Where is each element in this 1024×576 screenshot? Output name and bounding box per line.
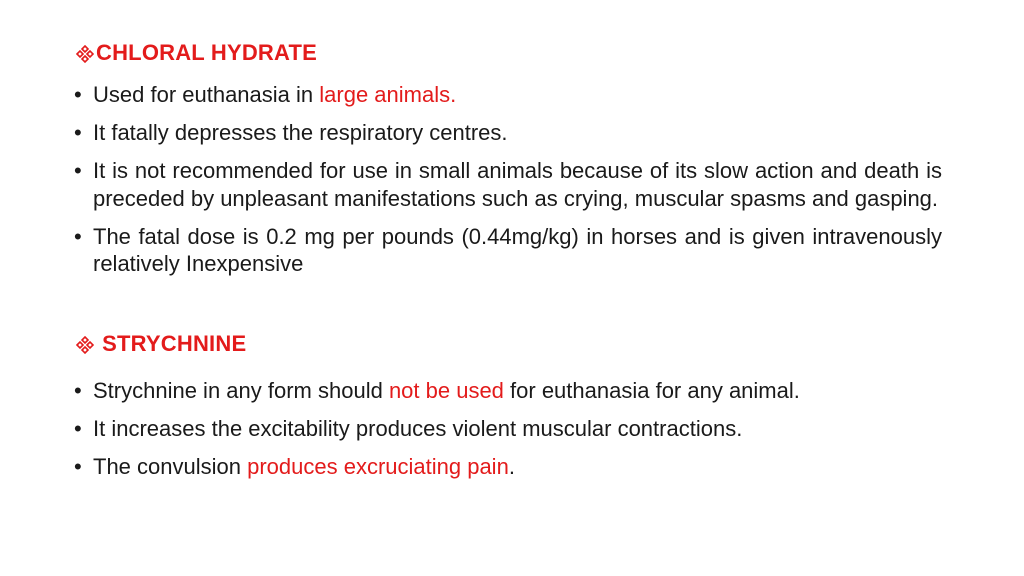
section-heading-text: CHLORAL HYDRATE — [96, 40, 317, 65]
bullet-marker: • — [74, 454, 82, 479]
section-heading-strychnine — [76, 331, 246, 357]
bullet-marker: • — [74, 82, 82, 107]
bullet-marker: • — [74, 223, 82, 249]
bullet-marker: • — [74, 120, 82, 145]
bullet-text: The convulsion — [93, 454, 248, 479]
bullet-text: It is not recommended for use in small animals because of its slow action and death is preceded by unpleasant manifestations such as crying, muscular spasms and gasping. — [93, 158, 942, 211]
list-item — [74, 157, 942, 212]
bullet-text: Strychnine in any form should — [93, 378, 389, 403]
bullet-list-chloral-hydrate — [74, 81, 942, 288]
bullet-list-strychnine — [74, 377, 942, 491]
bullet-text-after: . — [508, 454, 515, 479]
bullet-text: The fatal dose is 0.2 mg per pounds (0.44mg/kg) in horses and is given intravenously relatively Inexpensive — [93, 223, 942, 276]
list-item — [74, 377, 942, 405]
list-item — [74, 223, 942, 278]
section-heading-text: STRYCHNINE — [102, 331, 247, 356]
bullet-marker: • — [74, 378, 82, 403]
bullet-text: It increases the excitability produces violent muscular contractions. — [93, 416, 743, 441]
bullet-highlight: not be used — [388, 378, 504, 403]
section-heading-chloral-hydrate — [76, 40, 317, 66]
bullet-marker: • — [74, 158, 82, 183]
bullet-highlight: produces excruciating pain — [247, 454, 509, 479]
bullet-marker: • — [74, 416, 82, 441]
bullet-text: Used for euthanasia in — [93, 82, 320, 107]
four-diamond-icon — [76, 334, 94, 352]
bullet-text: It fatally depresses the respiratory centres. — [93, 120, 508, 145]
list-item — [74, 81, 942, 109]
list-item — [74, 453, 942, 481]
four-diamond-icon — [76, 43, 94, 61]
list-item — [74, 415, 942, 443]
list-item — [74, 119, 942, 147]
bullet-text-after: for euthanasia for any animal. — [503, 378, 800, 403]
bullet-highlight: large animals. — [319, 82, 457, 107]
